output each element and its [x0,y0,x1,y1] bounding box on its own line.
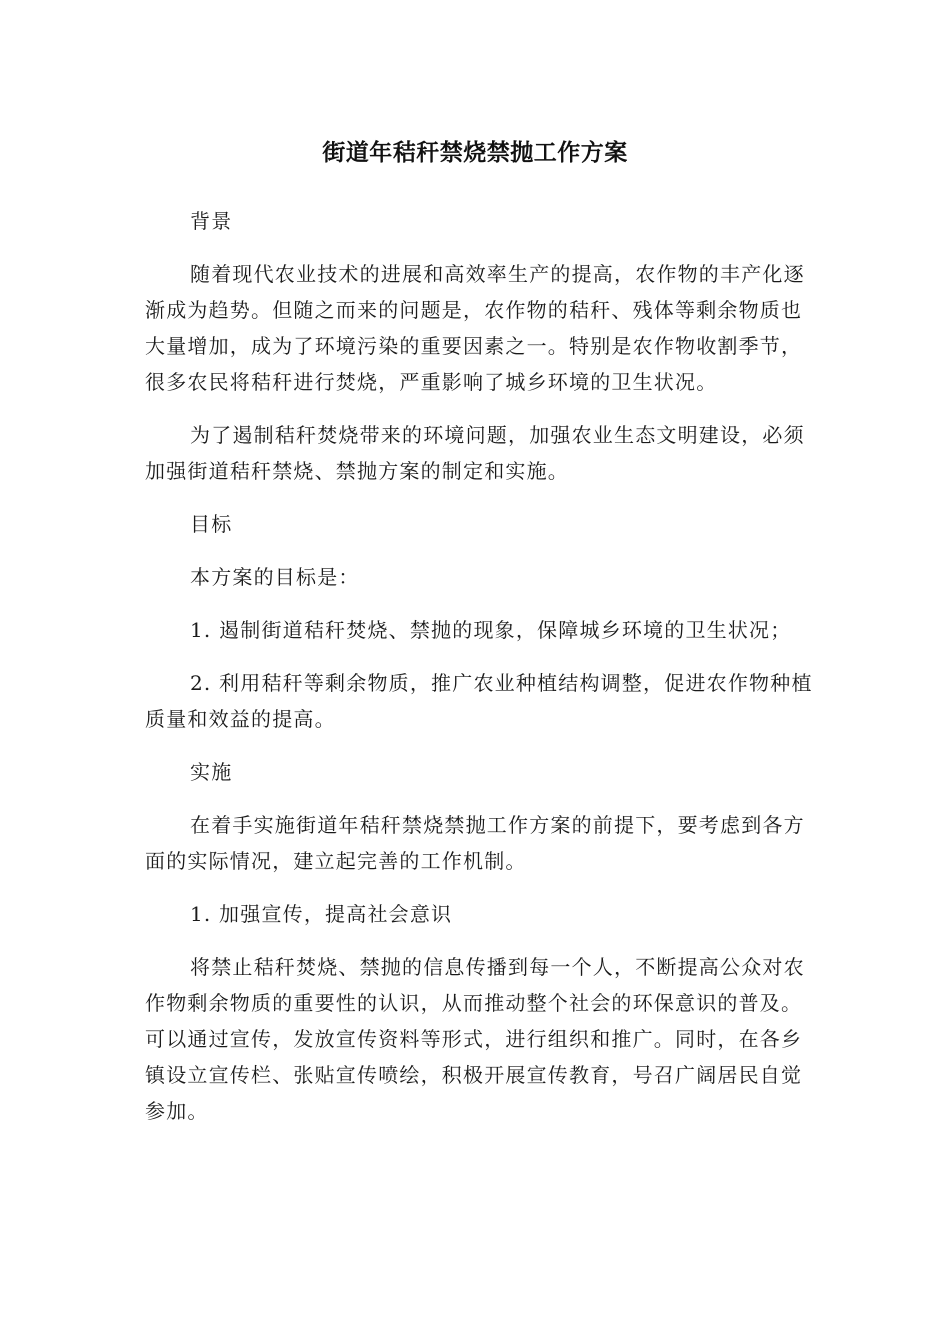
subheading-publicity: 1. 加强宣传，提高社会意识 [190,902,453,926]
document-body [145,203,815,1146]
document-title: 街道年秸秆禁烧禁抛工作方案 [322,140,628,166]
section-heading-background: 背景 [190,209,233,233]
section-heading-implementation: 实施 [190,760,233,784]
goal-list-item-2: 2. 利用秸秆等剩余物质，推广农业种植结构调整，促进农作物种植质量和效益的提高。 [145,671,813,731]
paragraph-goal-intro: 本方案的目标是： [190,565,360,589]
paragraph-implementation-intro: 在着手实施街道年秸秆禁烧禁抛工作方案的前提下，要考虑到各方面的实际情况，建立起完善的工作机制。 [145,813,805,873]
paragraph-background-1: 随着现代农业技术的进展和高效率生产的提高，农作物的丰产化逐渐成为趋势。但随之而来的问题是，农作物的秸秆、残体等剩余物质也大量增加，成为了环境污染的重要因素之一。特别是农作物收割季节，很多农民将秸秆进行焚烧，严重影响了城乡环境的卫生状况。 [145,262,805,394]
paragraph-publicity: 将禁止秸秆焚烧、禁抛的信息传播到每一个人，不断提高公众对农作物剩余物质的重要性的认识，从而推动整个社会的环保意识的普及。可以通过宣传，发放宣传资料等形式，进行组织和推广。同时，在各乡镇设立宣传栏、张贴宣传喷绘，积极开展宣传教育，号召广阔居民自觉参加。 [145,955,805,1123]
section-heading-goal: 目标 [190,512,233,536]
paragraph-background-2: 为了遏制秸秆焚烧带来的环境问题，加强农业生态文明建设，必须加强街道秸秆禁烧、禁抛方案的制定和实施。 [145,423,805,483]
goal-list-item-1: 1. 遏制街道秸秆焚烧、禁抛的现象，保障城乡环境的卫生状况； [190,618,792,642]
